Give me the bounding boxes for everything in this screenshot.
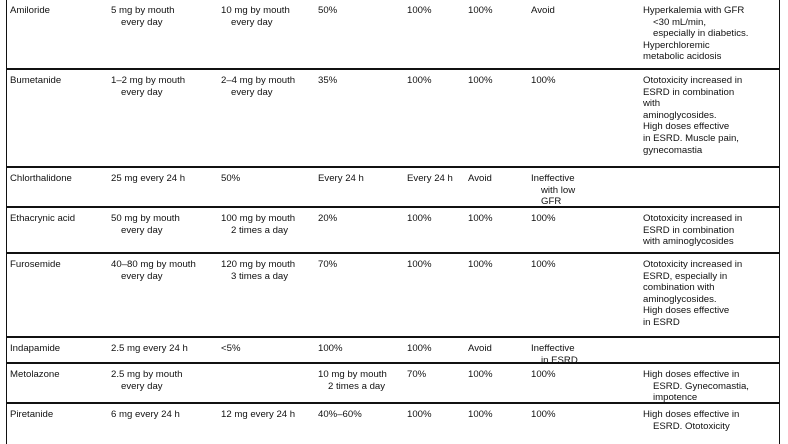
- cell-text-line: High doses effective in: [643, 369, 740, 380]
- cell-text-line: with low: [541, 184, 576, 196]
- gfr-cell-d: [531, 75, 556, 87]
- row-divider: [6, 252, 780, 254]
- cell-text-line: 40–80 mg by mouth: [111, 259, 196, 270]
- gfr-cell-d: [531, 213, 556, 225]
- cell-text-line: <5%: [221, 343, 241, 354]
- cell-text-line: 100%: [531, 409, 556, 420]
- cell-text-line: with: [643, 98, 661, 110]
- cell-text-line: 50%: [318, 5, 338, 16]
- drug-name: Ethacrynic acid: [10, 213, 76, 224]
- cell-text-line: Hyperkalemia with GFR: [643, 5, 745, 16]
- cell-text-line: 100%: [407, 213, 432, 224]
- drug-name: Amiloride: [10, 5, 50, 16]
- table-row: [6, 338, 780, 364]
- cell-text-line: 2.5 mg every 24 h: [111, 343, 188, 354]
- cell-text-line: 70%: [318, 259, 338, 270]
- cell-text-line: ESRD, especially in: [643, 270, 728, 282]
- cell-text-line: 50 mg by mouth: [111, 213, 180, 224]
- comments-cell: [643, 369, 749, 404]
- cell-text-line: 5 mg by mouth: [111, 5, 175, 16]
- comments-cell: [643, 409, 739, 432]
- cell-text-line: Avoid: [468, 173, 492, 184]
- drug-name-cell: [10, 369, 60, 381]
- cell-text-line: 2–4 mg by mouth: [221, 75, 296, 86]
- cell-text-line: High doses effective: [643, 305, 730, 317]
- cell-text-line: 100%: [468, 409, 493, 420]
- gfr-cell-d: [531, 409, 556, 421]
- max-dose-cell: [221, 5, 290, 28]
- cell-text-line: Avoid: [531, 5, 555, 16]
- cell-text-line: every day: [231, 16, 273, 28]
- gfr-cell-c: [468, 75, 493, 87]
- drug-name-cell: [10, 5, 50, 17]
- cell-text-line: GFR: [541, 196, 562, 208]
- cell-text-line: gynecomastia: [643, 144, 703, 156]
- cell-text-line: 10 mg by mouth: [318, 369, 387, 380]
- cell-text-line: especially in diabetics.: [653, 28, 749, 40]
- normal-dose-cell: [111, 343, 188, 355]
- cell-text-line: ESRD in combination: [643, 86, 735, 98]
- cell-text-line: with aminoglycosides: [643, 236, 734, 248]
- normal-dose-cell: [111, 75, 185, 98]
- comments-cell: [643, 5, 748, 63]
- normal-dose-cell: [111, 369, 182, 392]
- drug-name-cell: [10, 343, 60, 355]
- cell-text-line: Ototoxicity increased in: [643, 213, 743, 224]
- gfr-cell-b: [407, 75, 432, 87]
- cell-text-line: 6 mg every 24 h: [111, 409, 180, 420]
- cell-text-line: ESRD. Gynecomastia,: [653, 380, 749, 392]
- normal-dose-cell: [111, 213, 180, 236]
- drug-name: Chlorthalidone: [10, 173, 72, 184]
- cell-text-line: 100%: [531, 75, 556, 86]
- max-dose-cell: [221, 173, 240, 185]
- cell-text-line: aminoglycosides.: [643, 293, 717, 305]
- cell-text-line: Ototoxicity increased in: [643, 75, 743, 86]
- gfr-cell-c: [468, 5, 493, 17]
- max-dose-cell: [221, 409, 295, 421]
- cell-text-line: High doses effective in: [643, 409, 740, 420]
- drug-name: Furosemide: [10, 259, 61, 270]
- normal-dose-cell: [111, 173, 185, 185]
- cell-text-line: every day: [121, 224, 163, 236]
- comments-cell: [643, 259, 742, 329]
- drug-name-cell: [10, 213, 75, 225]
- cell-text-line: <30 mL/min,: [653, 16, 707, 28]
- cell-text-line: every day: [121, 16, 163, 28]
- gfr-cell-a: [318, 369, 387, 392]
- gfr-cell-d: [531, 369, 556, 381]
- gfr-cell-b: [407, 409, 432, 421]
- max-dose-cell: [221, 343, 240, 355]
- cell-text-line: 100%: [468, 213, 493, 224]
- table-row: [6, 364, 780, 404]
- cell-text-line: 2 times a day: [231, 224, 289, 236]
- cell-text-line: 100%: [531, 369, 556, 380]
- cell-text-line: 100%: [468, 369, 493, 380]
- cell-text-line: Hyperchloremic: [643, 39, 710, 51]
- gfr-cell-a: [318, 343, 343, 355]
- comments-cell: [643, 213, 742, 248]
- cell-text-line: ESRD in combination: [643, 224, 735, 236]
- drug-name-cell: [10, 75, 61, 87]
- cell-text-line: 3 times a day: [231, 270, 289, 282]
- cell-text-line: in ESRD: [643, 316, 680, 328]
- cell-text-line: 100%: [407, 75, 432, 86]
- normal-dose-cell: [111, 259, 196, 282]
- gfr-cell-c: [468, 343, 492, 355]
- cell-text-line: 100%: [531, 259, 556, 270]
- row-divider: [6, 206, 780, 208]
- gfr-cell-c: [468, 213, 493, 225]
- cell-text-line: Ineffective: [531, 173, 575, 184]
- gfr-cell-a: [318, 173, 364, 185]
- cell-text-line: metabolic acidosis: [643, 51, 722, 63]
- gfr-cell-b: [407, 173, 453, 185]
- gfr-cell-d: [531, 173, 575, 208]
- cell-text-line: impotence: [653, 392, 698, 404]
- cell-text-line: 100%: [407, 5, 432, 16]
- table-row: [6, 254, 780, 338]
- cell-text-line: 1–2 mg by mouth: [111, 75, 186, 86]
- gfr-cell-d: [531, 259, 556, 271]
- cell-text-line: Every 24 h: [407, 173, 453, 184]
- cell-text-line: 70%: [407, 369, 427, 380]
- cell-text-line: Ototoxicity increased in: [643, 259, 743, 270]
- cell-text-line: Every 24 h: [318, 173, 364, 184]
- cell-text-line: 100%: [318, 343, 343, 354]
- cell-text-line: every day: [121, 380, 163, 392]
- row-divider: [6, 68, 780, 70]
- cell-text-line: 100%: [407, 343, 432, 354]
- drug-name: Indapamide: [10, 343, 61, 354]
- normal-dose-cell: [111, 5, 174, 28]
- gfr-cell-b: [407, 5, 432, 17]
- cell-text-line: 50%: [221, 173, 241, 184]
- cell-text-line: High doses effective: [643, 121, 730, 133]
- cell-text-line: every day: [121, 86, 163, 98]
- row-divider: [6, 402, 780, 404]
- cell-text-line: 100%: [407, 409, 432, 420]
- gfr-cell-b: [407, 213, 432, 225]
- row-divider: [6, 362, 780, 364]
- drug-name: Piretanide: [10, 409, 54, 420]
- gfr-cell-c: [468, 369, 493, 381]
- drug-name-cell: [10, 259, 61, 271]
- cell-text-line: 100%: [468, 75, 493, 86]
- cell-text-line: aminoglycosides.: [643, 109, 717, 121]
- cell-text-line: 40%–60%: [318, 409, 362, 420]
- table-row: [6, 208, 780, 254]
- cell-text-line: 20%: [318, 213, 338, 224]
- drug-name: Bumetanide: [10, 75, 62, 86]
- row-divider: [6, 166, 780, 168]
- cell-text-line: 100%: [468, 259, 493, 270]
- gfr-cell-a: [318, 75, 337, 87]
- cell-text-line: Ineffective: [531, 343, 575, 354]
- cell-text-line: 10 mg by mouth: [221, 5, 290, 16]
- row-divider: [6, 336, 780, 338]
- cell-text-line: 12 mg every 24 h: [221, 409, 296, 420]
- table-row: [6, 168, 780, 208]
- table-row: [6, 0, 780, 70]
- cell-text-line: in ESRD: [541, 354, 578, 366]
- normal-dose-cell: [111, 409, 180, 421]
- table-row: [6, 70, 780, 168]
- cell-text-line: 100 mg by mouth: [221, 213, 296, 224]
- cell-text-line: 100%: [531, 213, 556, 224]
- cell-text-line: 2 times a day: [328, 380, 386, 392]
- cell-text-line: 35%: [318, 75, 338, 86]
- table-row: [6, 404, 780, 444]
- cell-text-line: 100%: [468, 5, 493, 16]
- drug-name-cell: [10, 173, 72, 185]
- drug-dosing-table: [6, 0, 780, 444]
- gfr-cell-a: [318, 409, 362, 421]
- cell-text-line: in ESRD. Muscle pain,: [643, 132, 739, 144]
- cell-text-line: Avoid: [468, 343, 492, 354]
- gfr-cell-b: [407, 369, 426, 381]
- gfr-cell-c: [468, 173, 492, 185]
- gfr-cell-a: [318, 259, 337, 271]
- gfr-cell-d: [531, 5, 555, 17]
- cell-text-line: every day: [231, 86, 273, 98]
- comments-cell: [643, 75, 742, 156]
- max-dose-cell: [221, 75, 295, 98]
- cell-text-line: 25 mg every 24 h: [111, 173, 186, 184]
- cell-text-line: 120 mg by mouth: [221, 259, 296, 270]
- gfr-cell-b: [407, 343, 432, 355]
- gfr-cell-a: [318, 5, 337, 17]
- gfr-cell-b: [407, 259, 432, 271]
- gfr-cell-a: [318, 213, 337, 225]
- cell-text-line: 100%: [407, 259, 432, 270]
- gfr-cell-c: [468, 409, 493, 421]
- drug-name-cell: [10, 409, 53, 421]
- max-dose-cell: [221, 259, 295, 282]
- cell-text-line: every day: [121, 270, 163, 282]
- gfr-cell-c: [468, 259, 493, 271]
- cell-text-line: 2.5 mg by mouth: [111, 369, 183, 380]
- cell-text-line: ESRD. Ototoxicity: [653, 420, 730, 432]
- max-dose-cell: [221, 213, 295, 236]
- drug-name: Metolazone: [10, 369, 60, 380]
- cell-text-line: combination with: [643, 282, 715, 294]
